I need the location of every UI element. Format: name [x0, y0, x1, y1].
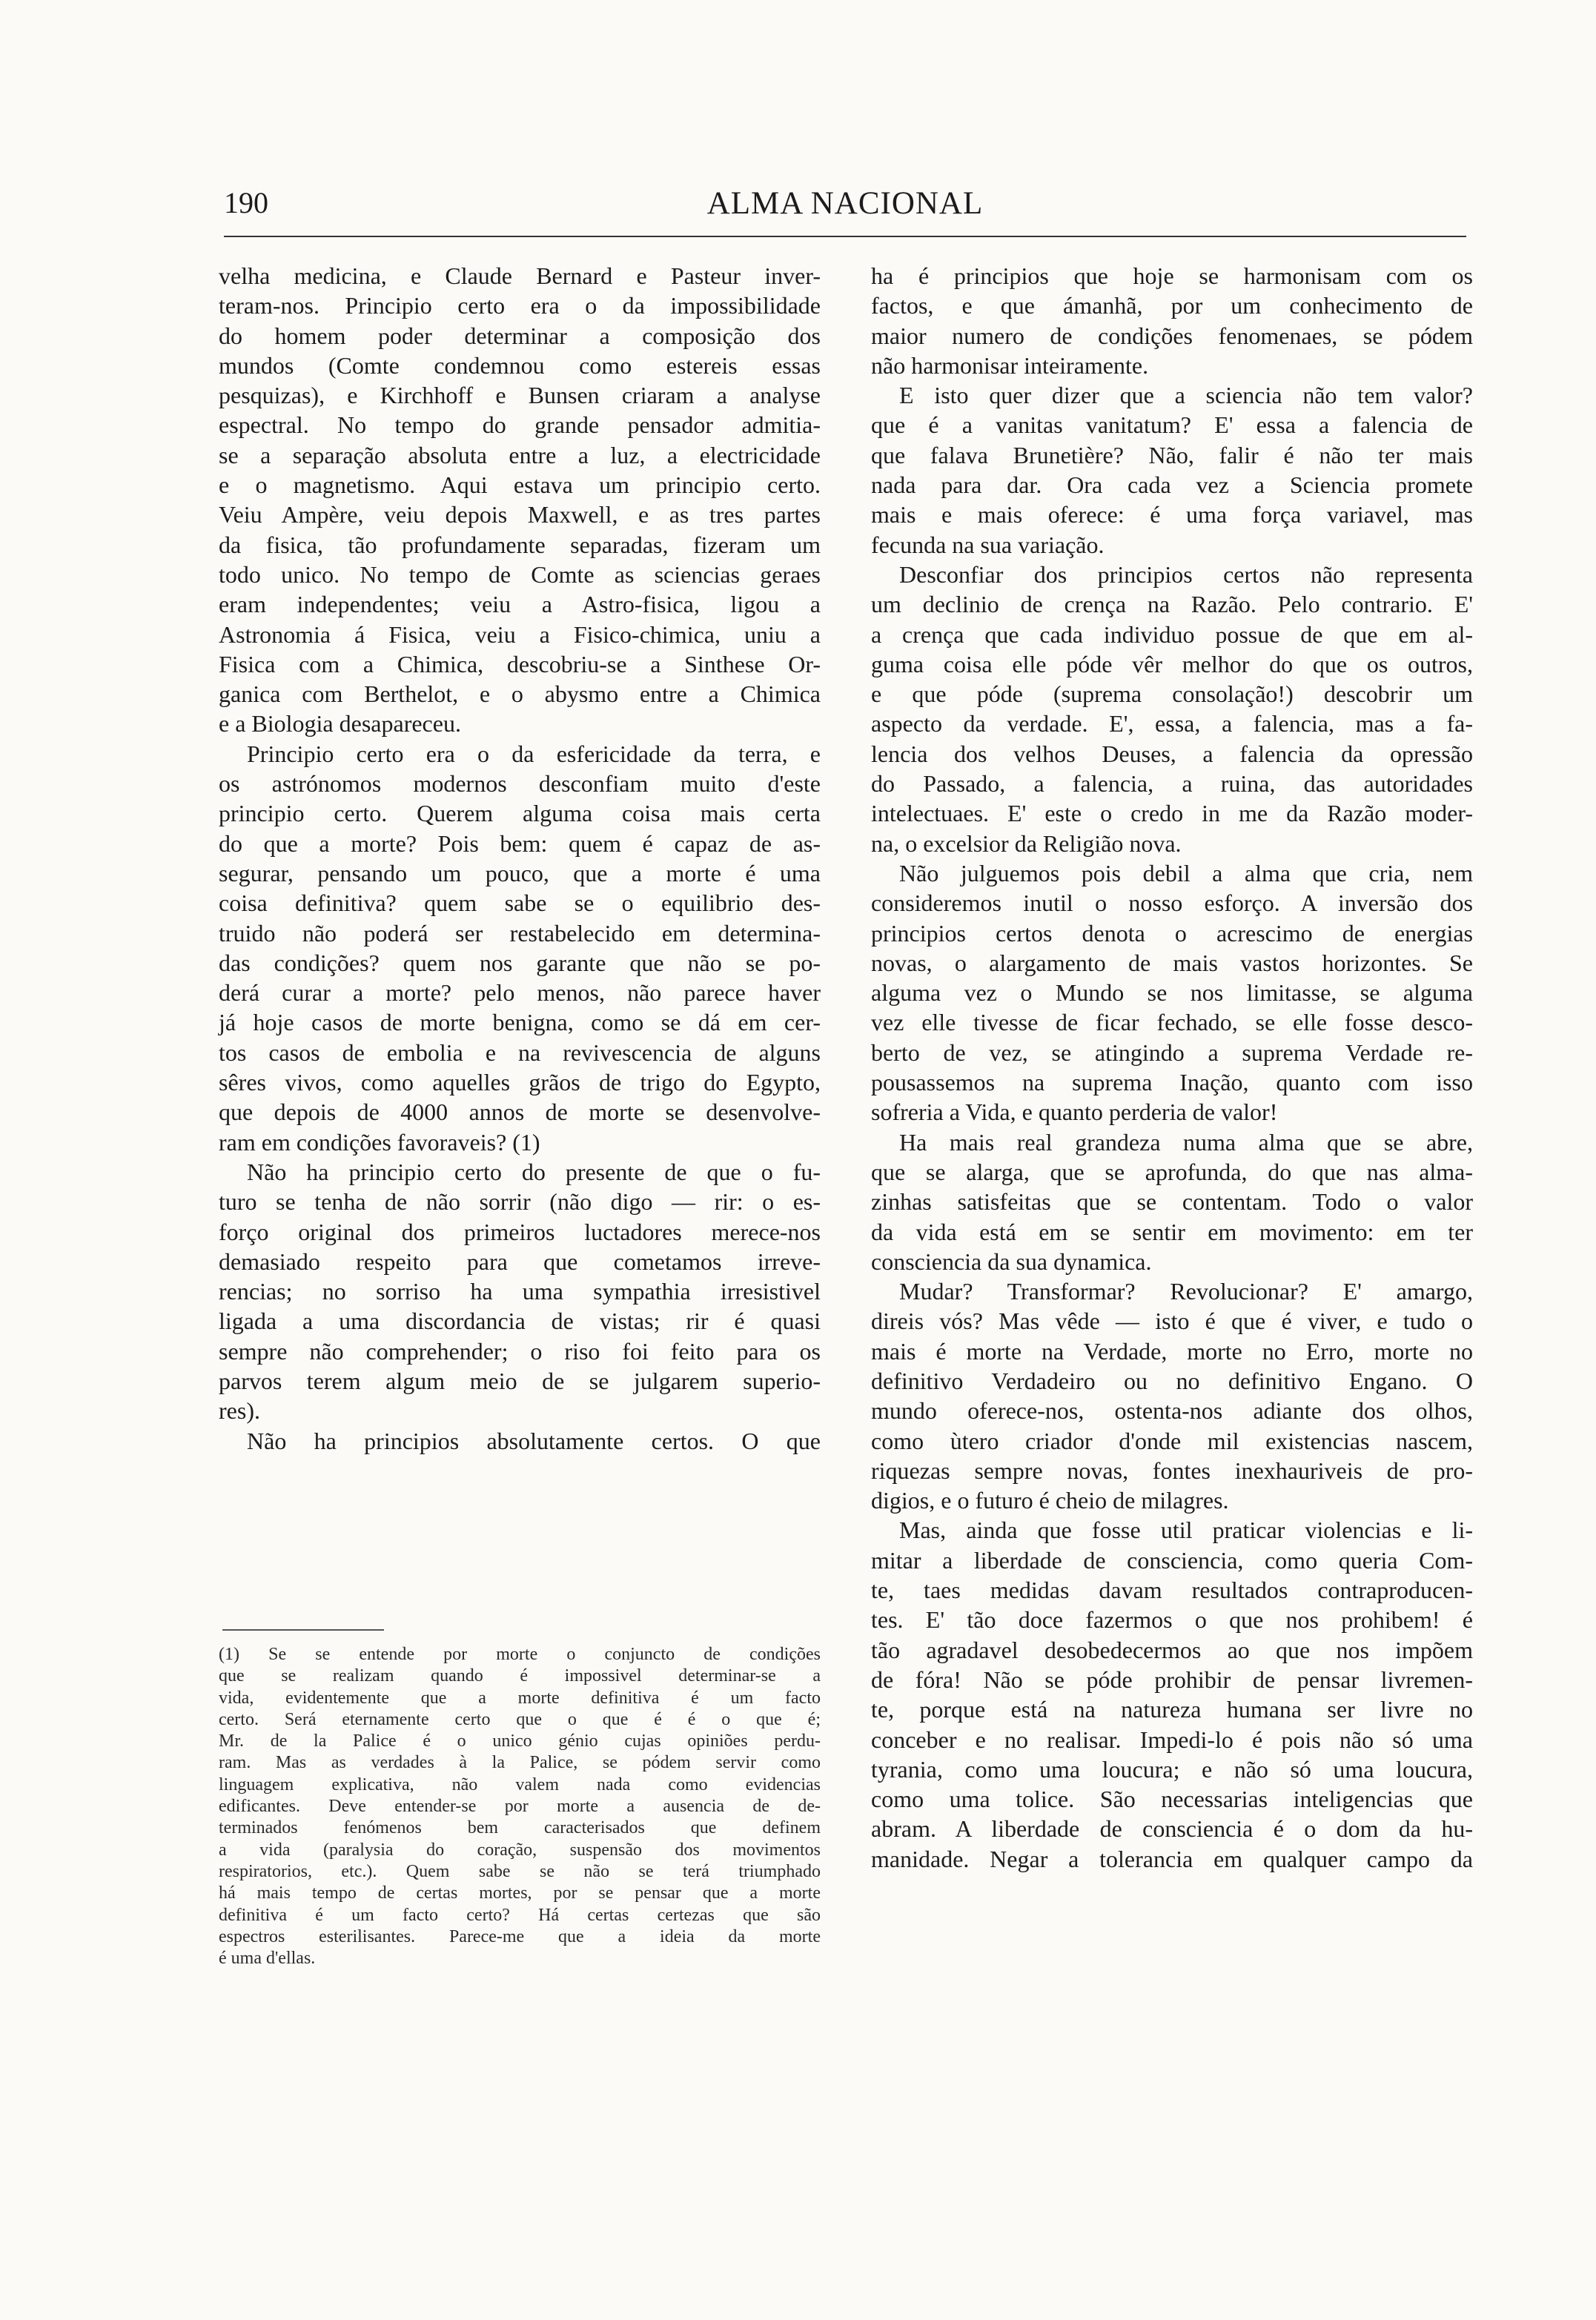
footnote-rule	[222, 1629, 384, 1631]
text-line: Astronomia á Fisica, veiu a Fisico-chimica, uniu a	[219, 620, 821, 648]
text-line: tos casos de embolia e na revivescencia de alguns	[219, 1038, 821, 1066]
text-line: ligada a uma discordancia de vistas; rir é quasi	[219, 1308, 821, 1335]
text-line: parvos terem algum meio de se julgarem superio-	[219, 1367, 821, 1394]
text-line: riquezas sempre novas, fontes inexhauriveis de pro-	[871, 1456, 1473, 1484]
text-line: ram em condições favoraveis? (1)	[219, 1128, 540, 1156]
text-line: ganica com Berthelot, e o abysmo entre a Chimica	[219, 680, 821, 708]
text-line: e o magnetismo. Aqui estava um principio certo.	[219, 471, 821, 499]
text-line: Mudar? Transformar? Revolucionar? E' amargo,	[899, 1278, 1473, 1305]
text-line: os astrónomos modernos desconfiam muito d'este	[219, 770, 821, 798]
footnote-line: respiratorios, etc.). Quem sabe se não se terá triumphado	[219, 1861, 821, 1881]
text-line: não harmonisar inteiramente.	[871, 351, 1149, 379]
text-line: nada para dar. Ora cada vez a Sciencia promete	[871, 471, 1473, 499]
text-line: digios, e o futuro é cheio de milagres.	[871, 1487, 1229, 1514]
text-line: Fisica com a Chimica, descobriu-se a Sinthese Or-	[219, 650, 821, 677]
footnote-line: espectros esterilisantes. Parece-me que a ideia da morte	[219, 1926, 821, 1946]
text-line: vez elle tivesse de ficar fechado, se elle fosse desco-	[871, 1009, 1473, 1036]
text-line: direis vós? Mas vêde — isto é que é viver, e tudo o	[871, 1308, 1473, 1335]
text-line: demasiado respeito para que cometamos irreve-	[219, 1247, 821, 1275]
text-line: lencia dos velhos Deuses, a falencia da opressão	[871, 740, 1473, 767]
text-line: teram-nos. Principio certo era o da impossibilidade	[219, 292, 821, 319]
text-line: fecunda na sua variação.	[871, 531, 1105, 558]
text-line: Não julguemos pois debil a alma que cria, nem	[899, 859, 1473, 886]
text-line: que se alarga, que se aprofunda, do que nas alma-	[871, 1158, 1473, 1185]
text-line: tão agradavel desobedecermos ao que nos impõem	[871, 1636, 1473, 1663]
text-line: forço original dos primeiros luctadores merece-nos	[219, 1218, 821, 1245]
text-line: te, porque está na natureza humana ser livre no	[871, 1696, 1473, 1723]
text-line: mitar a liberdade de consciencia, como queria Com-	[871, 1546, 1473, 1574]
text-line: e que póde (suprema consolação!) descobrir um	[871, 680, 1473, 708]
text-line: conceber e no realisar. Impedi-lo é pois não só uma	[871, 1726, 1473, 1753]
text-line: alguma vez o Mundo se nos limitasse, se alguma	[871, 979, 1473, 1007]
footnote-line: é uma d'ellas.	[219, 1949, 316, 1969]
text-line: principio certo. Querem alguma coisa mais certa	[219, 800, 821, 827]
text-line: Principio certo era o da esfericidade da terra, e	[247, 740, 821, 767]
text-line: consideremos inutil o nosso esforço. A inversão dos	[871, 889, 1473, 917]
text-line: do Passado, a falencia, a ruina, das autoridades	[871, 770, 1473, 798]
text-line: factos, e que ámanhã, por um conhecimento de	[871, 292, 1473, 319]
text-line: mais e mais oferece: é uma força variavel, mas	[871, 501, 1473, 528]
footnote-line: terminados fenómenos bem caracterisados que definem	[219, 1818, 821, 1838]
text-line: pousassemos na suprema Inação, quanto com isso	[871, 1069, 1473, 1096]
text-line: te, taes medidas davam resultados contraproducen-	[871, 1577, 1473, 1604]
text-line: berto de vez, se atingindo a suprema Verdade re-	[871, 1038, 1473, 1066]
text-line: da fisica, tão profundamente separadas, fizeram um	[219, 531, 821, 558]
text-line: Mas, ainda que fosse util praticar violencias e li-	[899, 1517, 1473, 1544]
footnote-line: Mr. de la Palice é o unico génio cujas opiniões perdu-	[219, 1731, 821, 1751]
text-line: Veiu Ampère, veiu depois Maxwell, e as tres partes	[219, 501, 821, 528]
footnote	[219, 1644, 821, 1969]
text-line: intelectuaes. E' este o credo in me da Razão moder-	[871, 800, 1473, 827]
text-line: como uma tolice. São necessarias inteligencias que	[871, 1786, 1473, 1813]
footnote-line: ram. Mas as verdades à la Palice, se pódem servir como	[219, 1753, 821, 1773]
text-line: sêres vivos, como aquelles grãos de trigo do Egypto,	[219, 1069, 821, 1096]
text-line: tes. E' tão doce fazermos o que nos prohibem! é	[871, 1606, 1473, 1634]
text-line: aspecto da verdade. E', essa, a falencia, mas a fa-	[871, 710, 1473, 738]
page-number: 190	[224, 186, 268, 219]
footnote-line: edificantes. Deve entender-se por morte a ausencia de de-	[219, 1797, 821, 1817]
text-line: Não ha principios absolutamente certos. O que	[247, 1427, 821, 1454]
text-line: espectral. No tempo do grande pensador admitia-	[219, 411, 821, 439]
text-line: E isto quer dizer que a sciencia não tem valor?	[899, 382, 1473, 409]
footnote-line: definitiva é um facto certo? Há certas certezas que são	[219, 1905, 821, 1925]
footnote-line: a vida (paralysia do coração, suspensão dos movimentos	[219, 1840, 821, 1860]
text-line: res).	[219, 1397, 260, 1425]
text-line: e a Biologia desapareceu.	[219, 710, 461, 738]
text-line: que falava Brunetière? Não, falir é não ter mais	[871, 441, 1473, 468]
text-line: se a separação absoluta entre a luz, a electricidade	[219, 441, 821, 468]
text-line: mundos (Comte condemnou como estereis essas	[219, 351, 821, 379]
text-line: consciencia da sua dynamica.	[871, 1247, 1152, 1275]
text-line: segurar, pensando um pouco, que a morte é uma	[219, 859, 821, 886]
footnote-line: linguagem explicativa, não valem nada como evidencias	[219, 1774, 821, 1794]
text-line: a crença que cada individuo possue de que em al-	[871, 620, 1473, 648]
text-line: principios certos denota o acrescimo de energias	[871, 919, 1473, 947]
left-column	[219, 261, 821, 1456]
footnote-line: certo. Será eternamente certo que o que é é o que é;	[219, 1709, 821, 1729]
text-line: manidade. Negar a tolerancia em qualquer campo da	[871, 1845, 1473, 1872]
text-line: do que a morte? Pois bem: quem é capaz de as-	[219, 829, 821, 857]
text-line: turo se tenha de não sorrir (não digo — rir: o es-	[219, 1188, 821, 1216]
text-line: derá curar a morte? pelo menos, não parece haver	[219, 979, 821, 1007]
text-line: maior numero de condições fenomenaes, se pódem	[871, 322, 1473, 349]
text-line: todo unico. No tempo de Comte as sciencias geraes	[219, 560, 821, 588]
text-line: das condições? quem nos garante que não se po-	[219, 949, 821, 976]
running-title: ALMA NACIONAL	[706, 186, 984, 221]
text-line: sempre não comprehender; o riso foi feito para os	[219, 1337, 821, 1365]
text-line: Ha mais real grandeza numa alma que se abre,	[899, 1128, 1473, 1156]
text-line: como ùtero criador d'onde mil existencias nascem,	[871, 1427, 1473, 1454]
footnote-line: que se realizam quando é impossivel determinar-se a	[219, 1666, 821, 1686]
right-column	[871, 261, 1473, 1874]
text-line: do homem poder determinar a composição dos	[219, 322, 821, 349]
text-line: Desconfiar dos principios certos não representa	[899, 560, 1473, 588]
text-line: velha medicina, e Claude Bernard e Pasteur inver-	[219, 262, 821, 289]
text-line: Não ha principio certo do presente de que o fu-	[247, 1158, 821, 1185]
text-line: da vida está em se sentir em movimento: em ter	[871, 1218, 1473, 1245]
text-line: mais é morte na Verdade, morte no Erro, morte no	[871, 1337, 1473, 1365]
text-line: guma coisa elle póde vêr melhor do que os outros,	[871, 650, 1473, 677]
text-line: abram. A liberdade de consciencia é o dom da hu-	[871, 1815, 1473, 1843]
text-line: que é a vanitas vanitatum? E' essa a falencia de	[871, 411, 1473, 439]
text-line: ha é principios que hoje se harmonisam com os	[871, 262, 1473, 289]
text-line: mundo oferece-nos, ostenta-nos adiante dos olhos,	[871, 1397, 1473, 1425]
text-line: já hoje casos de morte benigna, como se dá em cer-	[219, 1009, 821, 1036]
footnote-line: há mais tempo de certas mortes, por se pensar que a morte	[219, 1883, 821, 1903]
text-line: coisa definitiva? quem sabe se o equilibrio des-	[219, 889, 821, 917]
footnote-line: (1) Se se entende por morte o conjuncto de condições	[219, 1645, 821, 1664]
text-line: sofreria a Vida, e quanto perderia de valor!	[871, 1098, 1278, 1126]
text-line: de fóra! Não se póde prohibir de pensar livremen-	[871, 1666, 1473, 1693]
text-line: pesquizas), e Kirchhoff e Bunsen criaram a analyse	[219, 382, 821, 409]
text-line: na, o excelsior da Religião nova.	[871, 829, 1182, 857]
text-line: um declinio de crença na Razão. Pelo contrario. E'	[871, 591, 1473, 618]
text-line: zinhas satisfeitas que se contentam. Todo o valor	[871, 1188, 1473, 1216]
text-line: definitivo Verdadeiro ou no definitivo Engano. O	[871, 1367, 1473, 1394]
text-line: tyrania, como uma loucura; e não só uma loucura,	[871, 1755, 1473, 1783]
text-line: que depois de 4000 annos de morte se desenvolve-	[219, 1098, 821, 1126]
footnote-line: vida, evidentemente que a morte definitiva é um facto	[219, 1688, 821, 1708]
text-line: eram independentes; veiu a Astro-fisica, ligou a	[219, 591, 821, 618]
text-line: rencias; no sorriso ha uma sympathia irresistivel	[219, 1278, 821, 1305]
text-line: novas, o alargamento de mais vastos horizontes. Se	[871, 949, 1473, 976]
header-rule	[224, 236, 1466, 237]
text-line: truido não poderá ser restabelecido em determina-	[219, 919, 821, 947]
page-header	[224, 185, 1466, 231]
